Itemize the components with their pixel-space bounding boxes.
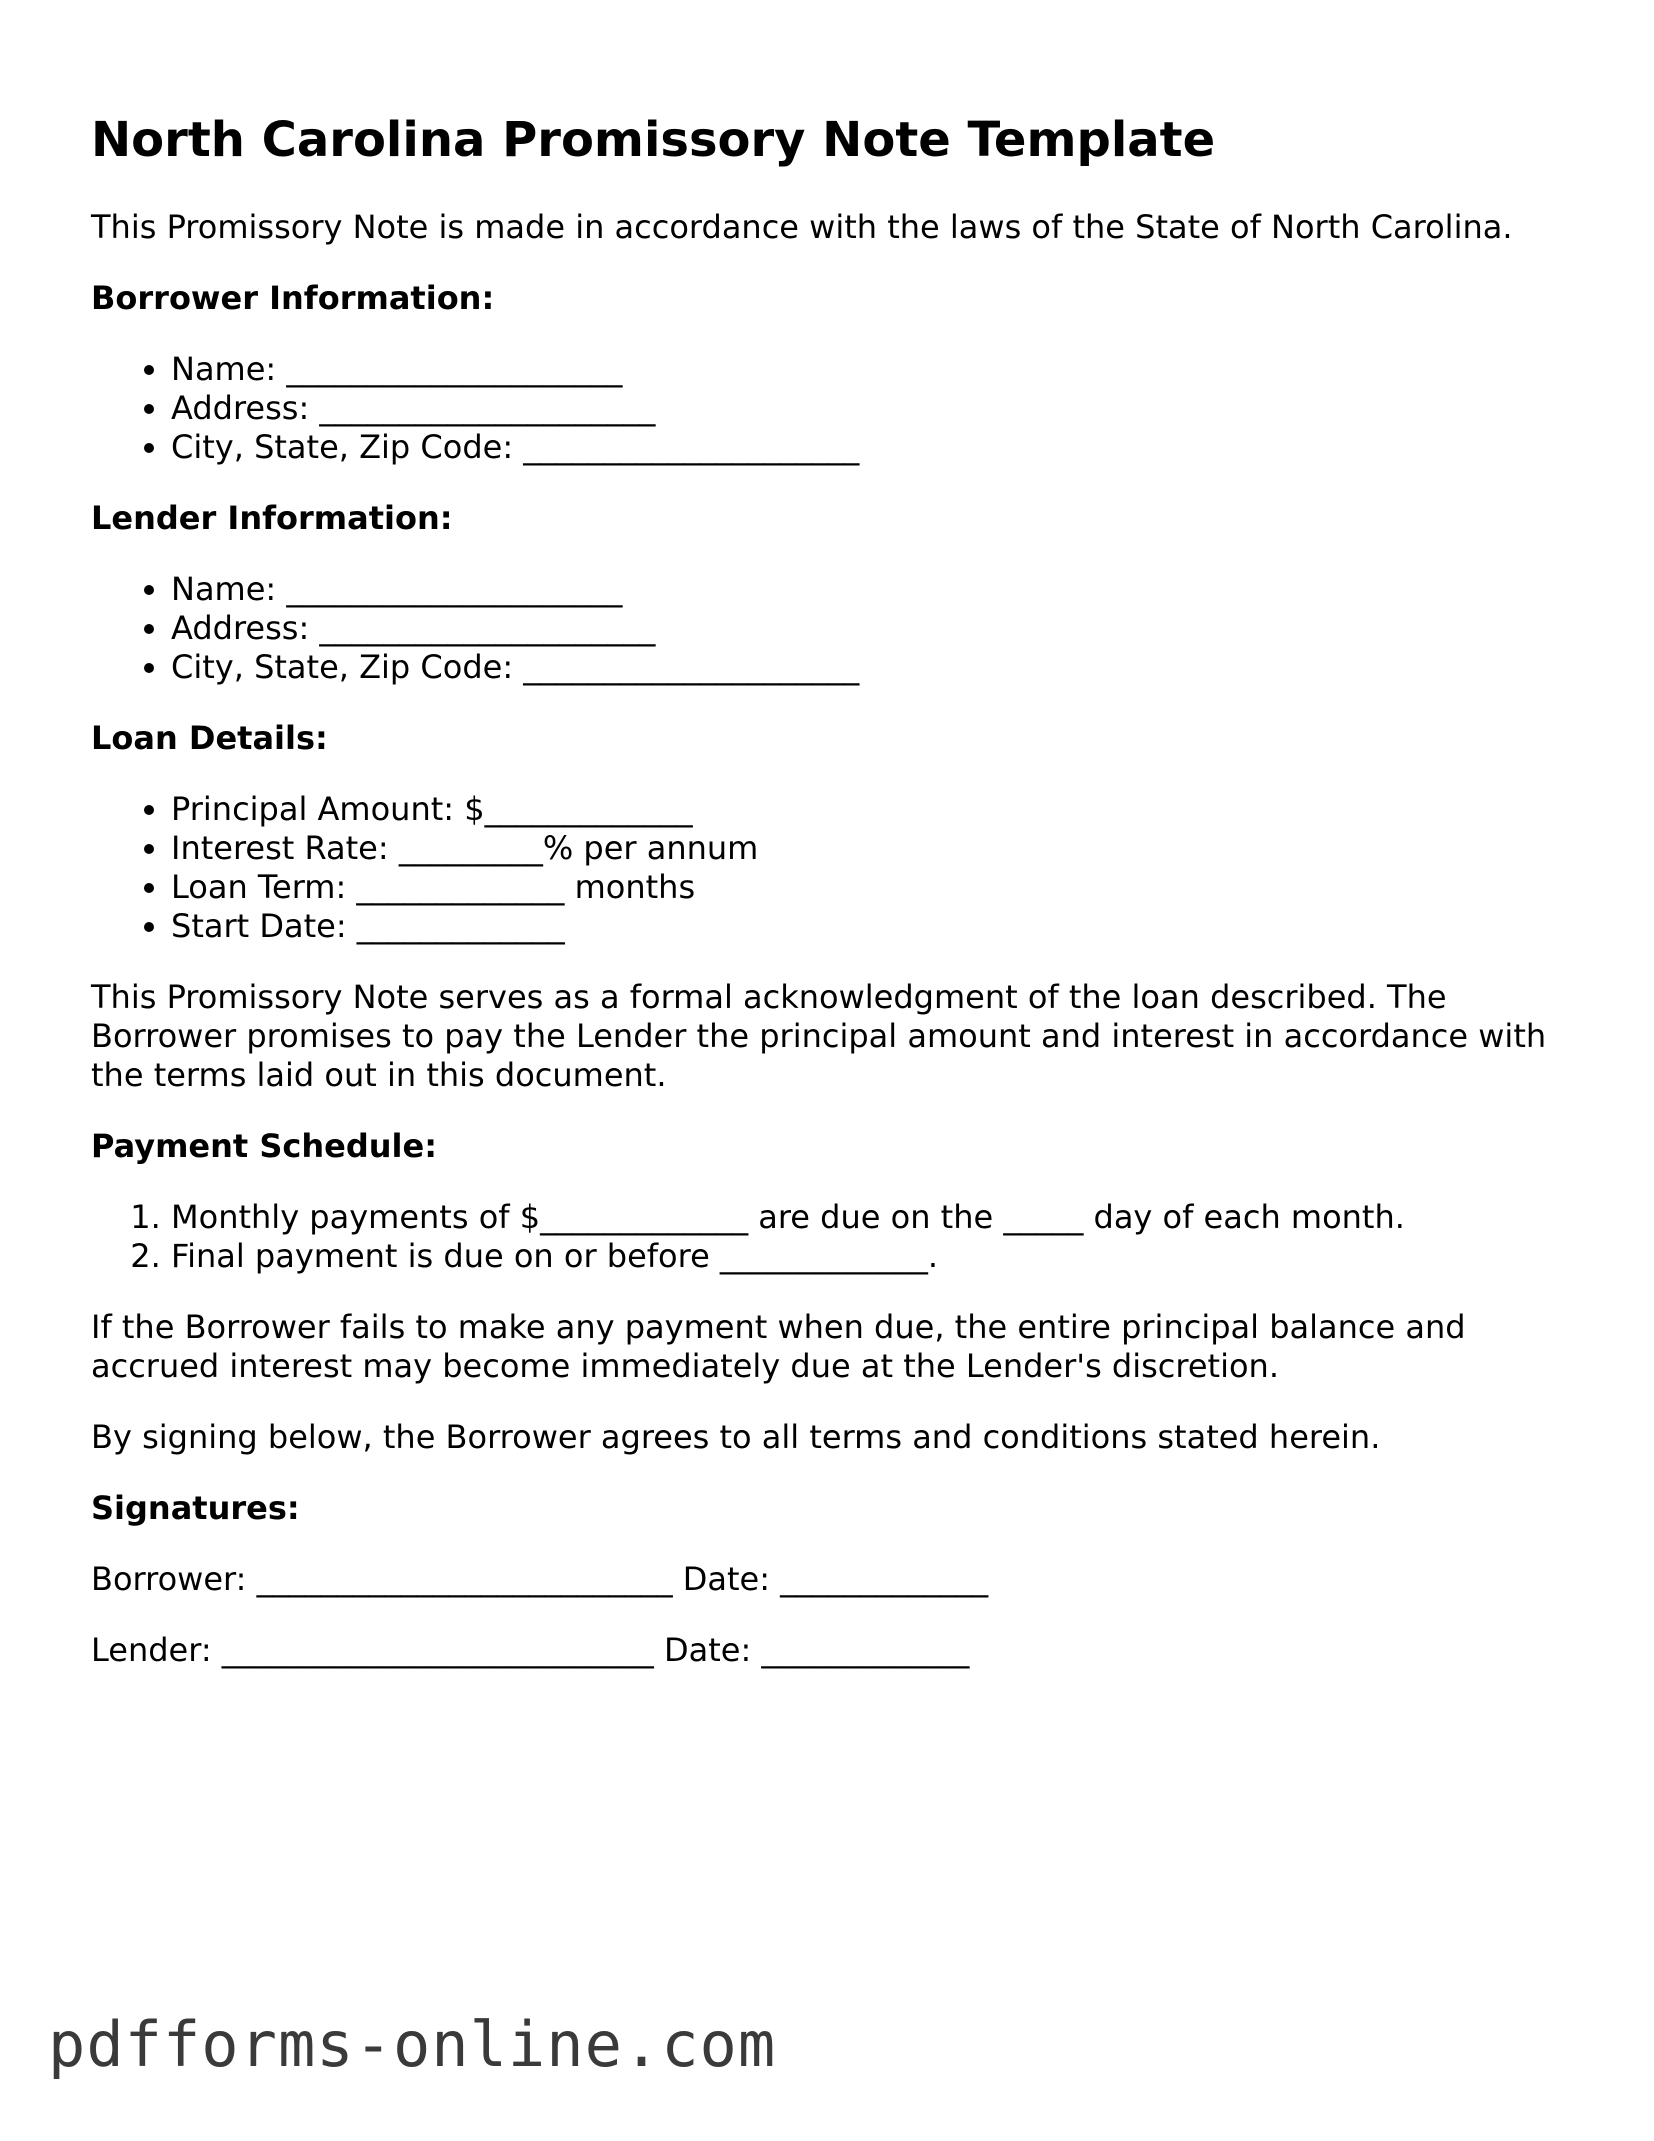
lender-name-field[interactable]: • Name: _____________________ bbox=[171, 570, 1571, 609]
borrower-name-field[interactable]: • Name: _____________________ bbox=[171, 350, 1571, 389]
acknowledgment-paragraph: This Promissory Note serves as a formal acknowledgment of the loan described. The Borrower promises to pay the Lender the principal amount and interest in accordance with the terms laid out in this document. bbox=[91, 978, 1547, 1094]
borrower-list bbox=[91, 350, 1571, 467]
lender-heading: Lender Information: bbox=[91, 499, 453, 537]
intro-paragraph: This Promissory Note is made in accordance with the laws of the State of North Carolina. bbox=[91, 208, 1513, 246]
lender-city-state-zip-field[interactable]: • City, State, Zip Code: _____________________ bbox=[171, 648, 1571, 687]
borrower-heading: Borrower Information: bbox=[91, 279, 495, 317]
lender-address-field[interactable]: • Address: _____________________ bbox=[171, 609, 1571, 648]
signatures-heading: Signatures: bbox=[91, 1489, 300, 1527]
principal-amount-field[interactable]: • Principal Amount: $_____________ bbox=[171, 790, 1571, 829]
document-page bbox=[91, 110, 1571, 1702]
lender-signature-line[interactable]: Lender: ___________________________ Date: _____________ bbox=[91, 1631, 970, 1669]
site-watermark: pdfforms-online.com bbox=[48, 2008, 777, 2081]
payment-schedule-list bbox=[91, 1198, 1571, 1276]
payment-schedule-heading: Payment Schedule: bbox=[91, 1127, 437, 1165]
borrower-signature-line[interactable]: Borrower: __________________________ Date: _____________ bbox=[91, 1560, 989, 1598]
default-clause-paragraph: If the Borrower fails to make any payment when due, the entire principal balance and accrued interest may become immediately due at the Lender's discretion. bbox=[91, 1308, 1466, 1385]
loan-details-heading: Loan Details: bbox=[91, 719, 328, 757]
lender-list bbox=[91, 570, 1571, 687]
final-payment-field[interactable]: 2. Final payment is due on or before _____________. bbox=[171, 1237, 1571, 1276]
loan-details-list bbox=[91, 790, 1571, 946]
monthly-payment-field[interactable]: 1. Monthly payments of $_____________ are due on the _____ day of each month. bbox=[171, 1198, 1571, 1237]
loan-term-field[interactable]: • Loan Term: _____________ months bbox=[171, 868, 1571, 907]
interest-rate-field[interactable]: • Interest Rate: _________% per annum bbox=[171, 829, 1571, 868]
borrower-city-state-zip-field[interactable]: • City, State, Zip Code: _____________________ bbox=[171, 428, 1571, 467]
document-title: North Carolina Promissory Note Template bbox=[91, 112, 1216, 168]
start-date-field[interactable]: • Start Date: _____________ bbox=[171, 907, 1571, 946]
borrower-address-field[interactable]: • Address: _____________________ bbox=[171, 389, 1571, 428]
agreement-paragraph: By signing below, the Borrower agrees to all terms and conditions stated herein. bbox=[91, 1418, 1381, 1456]
